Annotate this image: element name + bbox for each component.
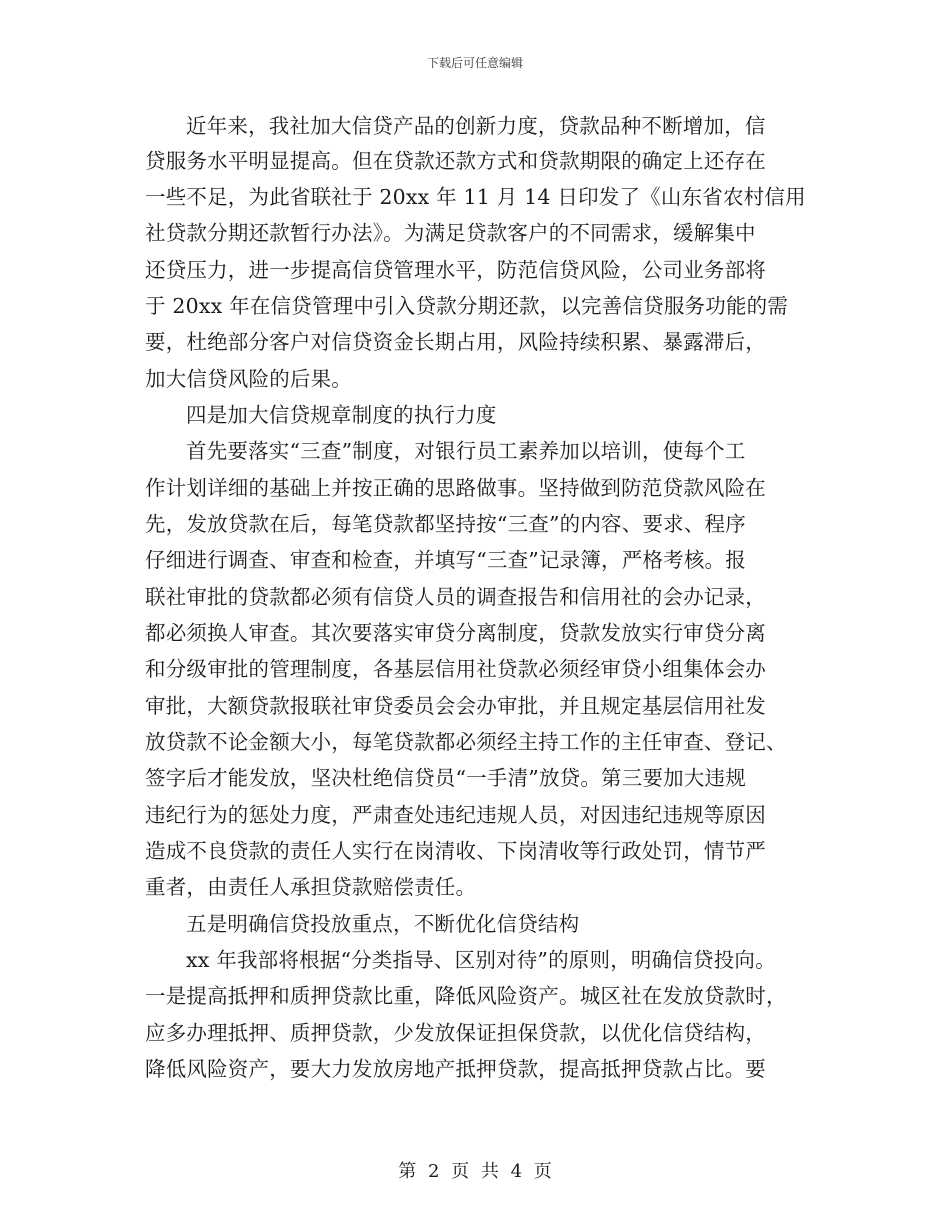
paragraph-line: 要，杜绝部分客户对信贷资金长期占用，风险持续积累、暴露滞后， bbox=[145, 330, 766, 354]
paragraph-line: 加大信贷风险的后果。 bbox=[145, 367, 352, 391]
paragraph-line: 造成不良贷款的责任人实行在岗清收、下岗清收等行政处罚，情节严 bbox=[145, 839, 766, 863]
paragraph-line: 审批，大额贷款报联社审贷委员会会办审批，并且规定基层信用社发 bbox=[145, 694, 766, 718]
paragraph-line: 降低风险资产，要大力发放房地产抵押贷款，提高抵押贷款占比。要 bbox=[145, 1057, 766, 1081]
paragraph-line: 仔细进行调查、审查和检查，并填写“三查”记录簿，严格考核。报 bbox=[145, 548, 746, 572]
paragraph-line: 联社审批的贷款都必须有信贷人员的调查报告和信用社的会办记录， bbox=[145, 585, 766, 609]
paragraph-line: 社贷款分期还款暂行办法》。为满足贷款客户的不同需求，缓解集中 bbox=[145, 221, 756, 245]
paragraph-line: 作计划详细的基础上并按正确的思路做事。坚持做到防范贷款风险在 bbox=[145, 476, 766, 500]
paragraph-line: 重者，由责任人承担贷款赔偿责任。 bbox=[145, 875, 477, 899]
paragraph-line: 先，发放贷款在后，每笔贷款都坚持按“三查”的内容、要求、程序 bbox=[145, 512, 746, 536]
page-header-note: 下载后可任意编辑 bbox=[426, 56, 523, 70]
paragraph-line: 一些不足，为此省联社于 20xx 年 11 月 14 日印发了《山东省农村信用 bbox=[145, 185, 806, 209]
paragraph-line: 于 20xx 年在信贷管理中引入贷款分期还款，以完善信贷服务功能的需 bbox=[145, 294, 789, 318]
paragraph-line: 还贷压力，进一步提高信贷管理水平，防范信贷风险，公司业务部将 bbox=[145, 258, 766, 282]
paragraph-line: xx 年我部将根据“分类指导、区别对待”的原则，明确信贷投向。 bbox=[186, 948, 776, 972]
paragraph-line: 和分级审批的管理制度，各基层信用社贷款必须经审贷小组集体会办 bbox=[145, 657, 766, 681]
page-number: 第 2 页 共 4 页 bbox=[398, 1161, 552, 1182]
paragraph-line: 都必须换人审查。其次要落实审贷分离制度，贷款发放实行审贷分离 bbox=[145, 621, 766, 645]
paragraph-line: 首先要落实“三查”制度，对银行员工素养加以培训，使每个工 bbox=[186, 439, 746, 463]
paragraph-line: 签字后才能发放，坚决杜绝信贷员“一手清”放贷。第三要加大违规 bbox=[145, 766, 746, 790]
paragraph-line: 放贷款不论金额大小，每笔贷款都必须经主持工作的主任审查、登记、 bbox=[145, 730, 787, 754]
section-heading: 四是加大信贷规章制度的执行力度 bbox=[186, 403, 497, 427]
paragraph-line: 近年来，我社加大信贷产品的创新力度，贷款品种不断增加，信 bbox=[186, 114, 766, 138]
paragraph-line: 贷服务水平明显提高。但在贷款还款方式和贷款期限的确定上还存在 bbox=[145, 149, 766, 173]
section-heading: 五是明确信贷投放重点，不断优化信贷结构 bbox=[186, 912, 580, 936]
paragraph-line: 违纪行为的惩处力度，严肃查处违纪违规人员，对因违纪违规等原因 bbox=[145, 803, 766, 827]
paragraph-line: 应多办理抵押、质押贷款，少发放保证担保贷款，以优化信贷结构， bbox=[145, 1021, 766, 1045]
paragraph-line: 一是提高抵押和质押贷款比重，降低风险资产。城区社在发放贷款时， bbox=[145, 984, 787, 1008]
